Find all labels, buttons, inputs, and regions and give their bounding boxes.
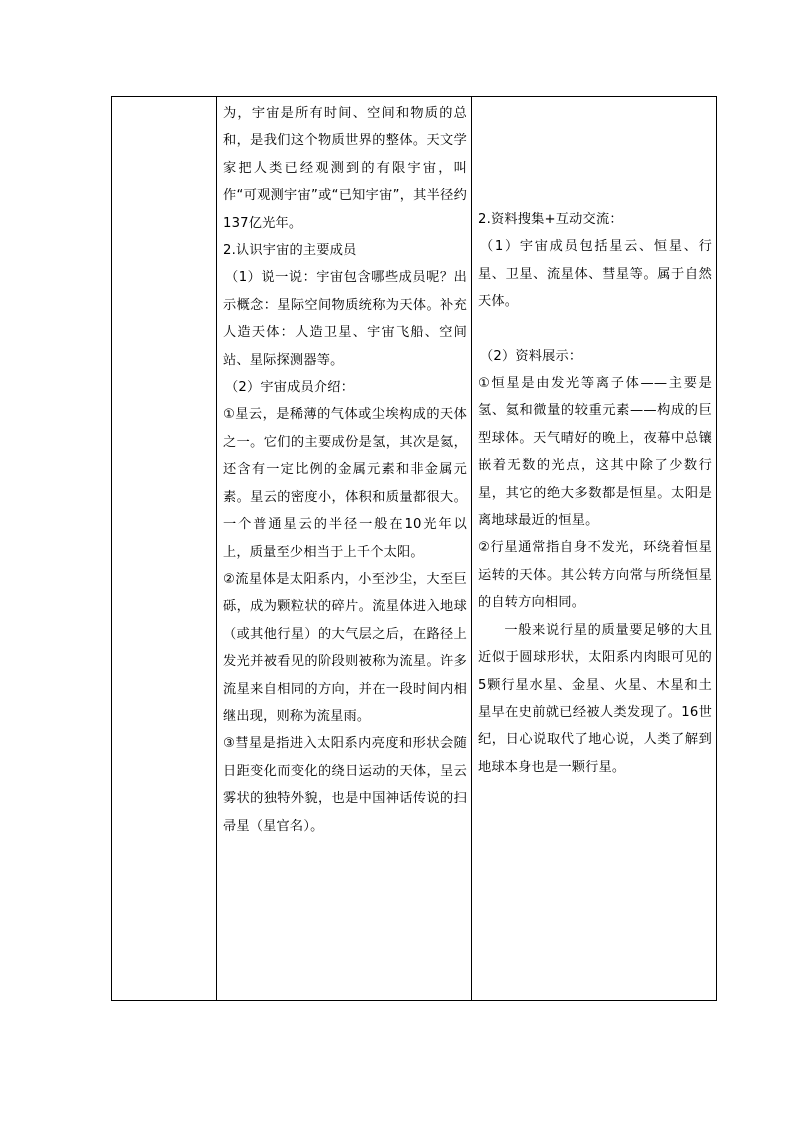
teacher-activity-cell xyxy=(217,97,472,1001)
student-activity-cell xyxy=(472,97,717,1001)
paragraph: 一般来说行星的质量要足够的大且近似于圆球形状，太阳系内肉眼可见的5颗行星水星、金星、火星、木星和土星早在史前就已经被人类发现了。16世纪，日心说取代了地心说，人类了解到地球本身也是一颗行星。 xyxy=(478,622,712,775)
paragraph: （2）资料展示： xyxy=(480,348,583,364)
paragraph: （1）宇宙成员包括星云、恒星、行星、卫星、流星体、彗星等。属于自然天体。 xyxy=(478,239,712,310)
empty-column-cell xyxy=(112,97,217,1001)
paragraph: ②流星体是太阳系内，小至沙尘，大至巨砾，成为颗粒状的碎片。流星体进入地球（或其他行星）的大气层之后，在路径上发光并被看见的阶段则被称为流星。许多流星来自相同的方向，并在一段时间内相继出现，则称为流星雨。 xyxy=(223,571,467,724)
paragraph: 为，宇宙是所有时间、空间和物质的总和，是我们这个物质世界的整体。天文学家把人类已经观测到的有限宇宙，叫作“可观测宇宙”或“已知宇宙”，其半径约137亿光年。 xyxy=(223,106,467,231)
paragraph: （2）宇宙成员介绍： xyxy=(225,380,355,396)
paragraph: ①恒星是由发光等离子体——主要是氢、氦和微量的较重元素——构成的巨型球体。天气晴好的晚上，夜幕中总镶嵌着无数的光点，这其中除了少数行星，其它的绝大多数都是恒星。太阳是离地球最近的恒星。 xyxy=(478,376,712,529)
paragraph: ②行星通常指自身不发光，环绕着恒星运转的天体。其公转方向常与所绕恒星的自转方向相同。 xyxy=(478,540,712,611)
table-row xyxy=(112,97,717,1001)
paragraph: ①星云，是稀薄的气体或尘埃构成的天体之一。它们的主要成份是氢，其次是氦，还含有一定比例的金属元素和非金属元素。星云的密度小，体积和质量都很大。一个普通星云的半径一般在10光年以上，质量至少相当于上千个太阳。 xyxy=(223,407,467,560)
section-heading: 2.认识宇宙的主要成员 xyxy=(223,243,357,259)
section-heading: 2.资料搜集+互动交流： xyxy=(478,212,623,227)
paragraph: ③彗星是指进入太阳系内亮度和形状会随日距变化而变化的绕日运动的天体，呈云雾状的独特外貌，也是中国神话传说的扫帚星（星官名）。 xyxy=(223,736,467,834)
lesson-table xyxy=(111,96,717,1001)
paragraph: （1）说一说：宇宙包含哪些成员呢？出示概念：星际空间物质统称为天体。补充人造天体：人造卫星、宇宙飞船、空间站、星际探测器等。 xyxy=(223,270,467,368)
